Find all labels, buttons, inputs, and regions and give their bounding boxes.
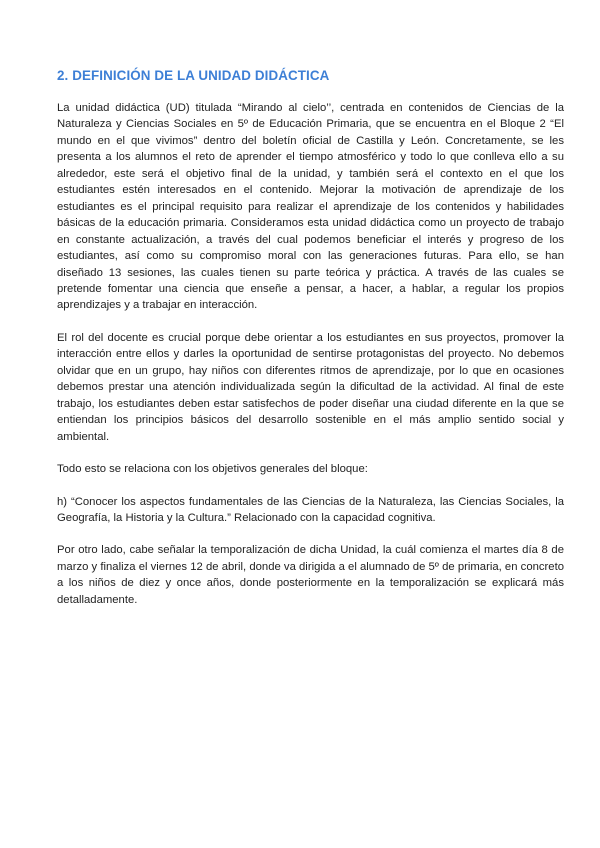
section-heading: 2. DEFINICIÓN DE LA UNIDAD DIDÁCTICA [57,68,330,83]
paragraph-teacher-role: El rol del docente es crucial porque debe orientar a los estudiantes en sus proyectos, promover la interacción entre ellos y darles la oportunidad de sentirse protagonistas del proyecto. No debemos olvidar que en un grupo, hay niños con diferentes ritmos de aprendizaje, por lo que en ocasiones debemos prestar una atención individualizada según la dificultad de la actividad. Al final de este trabajo, los estudiantes deben estar satisfechos de poder diseñar una ciudad diferente en la que se entiendan los principios básicos del desarrollo sostenible en el más amplio sentido social y ambiental. [57,331,564,443]
paragraph-intro: La unidad didáctica (UD) titulada “Mirando al cielo’’, centrada en contenidos de Ciencias de la Naturaleza y Ciencias Sociales en 5º de Educación Primaria, que se encuentra en el Bloque 2 “El mundo en el que vivimos” dentro del boletín oficial de Castilla y León. Concretamente, se les presenta a los alumnos el reto de aprender el tiempo atmosférico y todo lo que conlleva ello a su alrededor, este será el objetivo final de la unidad, y también será el contexto en el que los estudiantes estén interesados en el contenido. Mejorar la motivación de aprendizaje de los estudiantes es el principal requisito para realizar el aprendizaje de los contenidos y habilidades básicas de la educación primaria. Consideramos esta unidad didáctica como un proyecto de trabajo en constante actualización, a través del cual podemos beneficiar el interés y progreso de los estudiantes, así como su compromiso moral con las generaciones futuras. Para ello, se han diseñado 13 sesiones, las cuales tienen su parte teórica y práctica. A través de las cuales se pretende fomentar una ciencia que enseñe a pensar, a hacer, a hablar, a regular los propios aprendizajes y a trabajar en interacción. [57,102,564,312]
document-page [57,68,564,624]
paragraph-objectives-intro: Todo esto se relaciona con los objetivos generales del bloque: [57,463,368,476]
paragraph-timing: Por otro lado, cabe señalar la temporalización de dicha Unidad, la cuál comienza el martes día 8 de marzo y finaliza el viernes 12 de abril, donde va dirigida a el alumnado de 5º de primaria, en concreto a los niños de diez y once años, donde posteriormente en la temporalización se explicará más detalladamente. [57,544,564,606]
paragraph-objective-h: h) “Conocer los aspectos fundamentales de las Ciencias de la Naturaleza, las Ciencias Sociales, la Geografía, la Historia y la Cultura.” Relacionado con la capacidad cognitiva. [57,495,564,524]
